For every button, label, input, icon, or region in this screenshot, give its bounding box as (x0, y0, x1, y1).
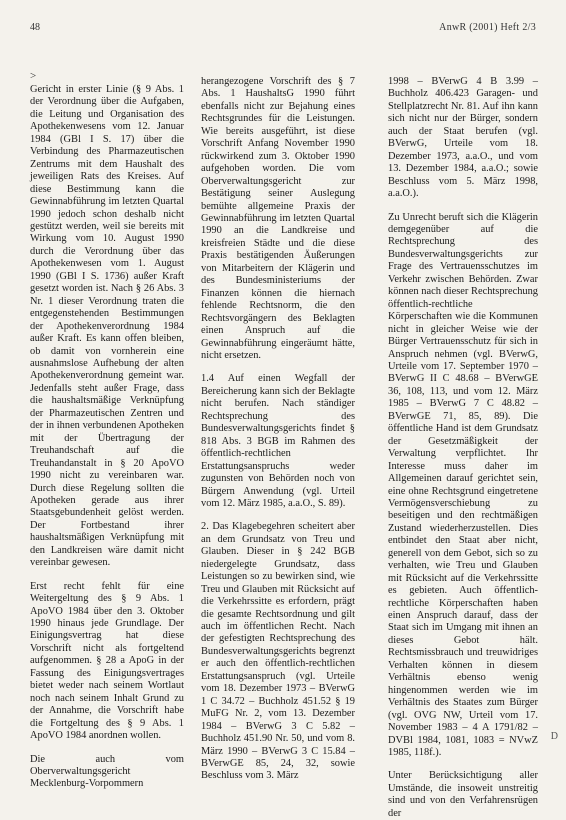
paragraph: Gericht in erster Linie (§ 9 Abs. 1 der Verordnung über die Aufgaben, die Leitung und Organisation des Apothekenwesens vom 12. Januar 1984 (GBl I S. 17) über die Verbindung des Pharmazeutischen Zentrums mit dem Haushalt des jeweiligen Rats des Kreises. Auf diese Bestimmung kann die Gewinnabführung im letzten Quartal 1990 jedoch schon deshalb nicht gestützt werden, weil sie bereits mit Wirkung vom 10. August 1990 durch die Verordnung über das Apothekenwesen vom 1. August 1990 (GBl I S. 1736) außer Kraft gesetzt worden ist. Nach § 26 Abs. 3 Nr. 1 dieser Verordnung traten die entgegenstehenden Bestimmungen der Apothekenverordnung 1984 außer Kraft. Es kann offen bleiben, ob damit von vornherein eine ausnahmslose Aufhebung der alten Apothekenverordnung gemeint war. Jedenfalls steht außer Frage, dass die haushaltsmäßige Verknüpfung der Pharmazeutischen Zentren und der in ihnen verbundenen Apotheken mit der Übertragung der Treuhandschaft auf die Treuhandanstalt in § 20 ApoVO 1990 nicht zu vereinbaren war. Durch diese Regelung sollten die Apotheken gerade aus ihrer Staatsgebundenheit gelöst werden. Der Fortbestand ihrer haushaltsmäßigen Verknüpfung mit den Landkreisen wäre damit nicht vereinbar gewesen. (30, 84, 184, 569)
page-number: 48 (30, 22, 40, 33)
section-marker: > (30, 70, 37, 82)
paragraph: Die auch vom Oberverwaltungsgericht Mecklenburg-Vorpommern (30, 753, 184, 790)
paragraph: Unter Berücksichtigung aller Umstände, die insoweit unstreitig sind und von den Verfahrensrügen der (388, 770, 538, 819)
paragraph: 2. Das Klagebegehren scheitert aber an dem Grundsatz von Treu und Glauben. Dieser in § 242 BGB niedergelegte Grundsatz, dass Leistungen so zu bewirken sind, wie Treu und Glauben mit Rücksicht auf die Verkehrssitte es erfordern, prägt die gesamte Rechtsordnung und gilt auch im öffentlichen Recht. Nach der gefestigten Rechtsprechung des Bundesverwaltungsgerichts begrenzt er auch den öffentlich-rechtlichen Erstattungsanspruch (vgl. Urteile vom 18. Dezember 1973 – BVerwG 1 C 34.72 – Buchholz 451.52 § 19 MuFG Nr. 2, vom 13. Dezember 1984 – BVerwG 3 C 5.82 – Buchholz 451.90 Nr. 50, und vom 8. März 1990 – BVerwG 3 C 15.84 – BVerwGE 85, 24, 32, sowie Beschluss vom 3. März (201, 521, 355, 782)
text-column-2 (201, 76, 355, 782)
corner-mark: D (550, 731, 558, 742)
paragraph: Erst recht fehlt für eine Weitergeltung des § 9 Abs. 1 ApoVO 1984 über den 3. Oktober 1990 hinaus jede Grundlage. Der Einigungsvertrag hat diese Vorschrift nicht als fortgeltend aufgenommen. § 28 a ApoG in der Fassung des Einigungsvertrages bietet weder nach seinem Wortlaut noch nach seinem Inhalt Grund zu der Annahme, die Vorschrift habe die Fortgeltung des § 9 Abs. 1 ApoVO 1984 anordnen wollen. (30, 580, 184, 742)
text-column-3 (388, 76, 538, 819)
paragraph: 1.4 Auf einen Wegfall der Bereicherung kann sich der Beklagte nicht berufen. Nach ständiger Rechtsprechung des Bundesverwaltungsgerichts findet § 818 Abs. 3 BGB im Rahmen des öffentlich-rechtlichen Erstattungsanspruchs weder zugunsten von Behörden noch von Bürgern Anwendung (vgl. Urteil vom 12. März 1985, a.a.O., S. 89). (201, 373, 355, 509)
text-column-1 (30, 84, 184, 790)
page-header (30, 22, 536, 38)
paragraph: 1998 – BVerwG 4 B 3.99 – Buchholz 406.423 Garagen- und Stellplatzrecht Nr. 81. Auf ihn kann sich nicht nur der Bürger, sondern auch der Staat berufen (vgl. BVerwG, Urteile vom 18. Dezember 1973, a.a.O., und vom 13. Dezember 1984, a.a.O.; sowie Beschluss vom 5. März 1998, a.a.O.). (388, 76, 538, 200)
journal-title: AnwR (2001) Heft 2/3 (439, 22, 536, 33)
paragraph: herangezogene Vorschrift des § 7 Abs. 1 HaushaltsG 1990 führt ebenfalls nicht zur Bejahung eines Rechtsgrundes für die Leistungen. Wie bereits ausgeführt, ist diese Vorschrift Anfang November 1990 rückwirkend zum 3. Oktober 1990 aufgehoben worden. Die vom Oberverwaltungsgericht zur Bestätigung seiner Auslegung bemühte allgemeine Praxis der Gewinnabführung im letzten Quartal 1990 an die Landkreise und kreisfreien Städte und die diese Praxis bestätigenden Äußerungen von Mitarbeitern der Klägerin und des Bundesministeriums der Finanzen können die hiernach fehlende Rechtsnorm, die den Rechtsvorgängern des Beklagten einen Anspruch auf die Gewinnabführung eingeräumt hätte, nicht ersetzen. (201, 76, 355, 361)
paragraph: Zu Unrecht beruft sich die Klägerin demgegenüber auf die Rechtsprechung des Bundesverwaltungsgerichts zur Frage des Vertrauensschutzes im Verkehr zwischen Behörden. Zwar können nach dieser Rechtsprechung öffentlich-rechtliche Körperschaften wie die Kommunen nicht in gleicher Weise wie der Bürger Vertrauensschutz für sich in Anspruch nehmen (vgl. BVerwG, Urteile vom 17. September 1970 – BVerwG II C 48.68 – BVerwGE 36, 108, 113, und vom 12. März 1985 – BVerwG 7 C 48.82 – BVerwGE 71, 85, 89). Die öffentliche Hand ist dem Grundsatz der Gesetzmäßigkeit der Verwaltung verpflichtet. Ihr Interesse muss daher im Allgemeinen darauf gerichtet sein, eine ohne Rechtsgrund eingetretene Vermögensverschiebung zu beseitigen und den rechtmäßigen Zustand wiederherzustellen. Dies entbindet den Staat aber nicht, generell von dem Gebot, sich so zu verhalten, wie Treu und Glauben mit Rücksicht auf die Verkehrssitte es gebieten. Auch öffentlich-rechtliche Körperschaften haben einen Anspruch darauf, dass der Staat sich im Umgang mit ihnen an dieses Gebot hält. Rechtsmissbrauch und treuwidriges Verhalten können in diesem Verhältnis ebenso wenig hingenommen werden wie im Verhältnis des Staates zum Bürger (vgl. OVG NW, Urteil vom 17. November 1983 – 4 A 1791/82 – DVBl 1984, 1081, 1083 = NVwZ 1985, 118f.). (388, 211, 538, 759)
